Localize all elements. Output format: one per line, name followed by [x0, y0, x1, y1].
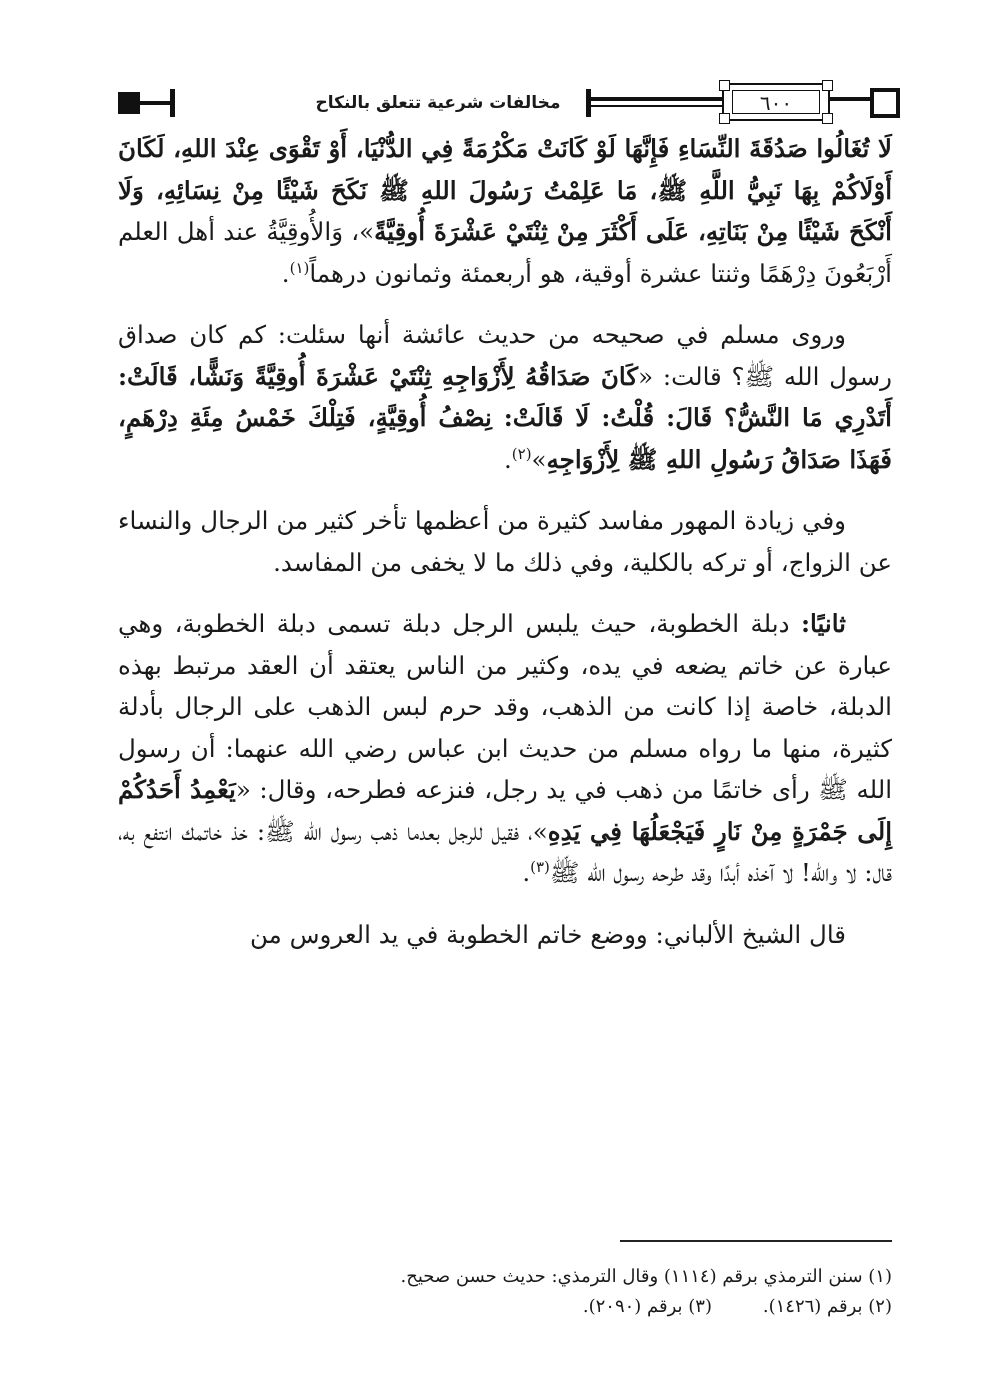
text-run: وفي زيادة المهور مفاسد كثيرة من أعظمها تأخر كثير من الرجال والنساء عن الزواج، أو تركه بالكلية، وفي ذلك ما لا يخفى من المفاسد. — [118, 506, 892, 577]
page-body — [118, 128, 892, 955]
footnote-3: (٣) برقم (٢٠٩٠). — [582, 1296, 712, 1317]
bold-text-run: لَا تُغَالُوا صَدُقَةَ النِّسَاءِ فَإِنَّهَا لَوْ كَانَتْ مَكْرُمَةً فِي الدُّنْيَا، أَوْ تَقْوَى عِنْدَ اللهِ، لَكَانَ أَوْلَاكُمْ بِهَا نَبِيُّ اللَّهِ ﷺ، مَا عَلِمْتُ رَسُولَ اللهِ ﷺ نَكَحَ شَيْئًا مِنْ نِسَائِهِ، وَلَا أَنْكَحَ شَيْئًا مِنْ بَنَاتِهِ، عَلَى أَكْثَرَ مِنْ ثِنْتَيْ عَشْرَةَ أُوقِيَّةً — [118, 134, 892, 246]
header-square-ornament-left — [118, 92, 140, 114]
footnote-separator — [620, 1240, 892, 1242]
bold-text-run: يَعْمِدُ أَحَدُكُمْ إِلَى جَمْرَةٍ مِنْ نَارٍ فَيَجْعَلُهَا فِي يَدِهِ — [118, 775, 892, 846]
footnote-reference: (٢) — [511, 444, 532, 463]
header-rule — [591, 105, 722, 107]
header-bar — [170, 89, 175, 117]
footnote-2: (٢) برقم (١٤٢٦). — [762, 1296, 892, 1317]
page-number: ٦٠٠ — [732, 90, 820, 114]
paragraph-muslim-narration — [118, 314, 892, 480]
frame-corner-ornament — [822, 113, 833, 124]
header-square-ornament-right — [870, 88, 900, 118]
header-rule — [830, 97, 870, 101]
header-rule — [591, 97, 722, 101]
text-run: دبلة الخطوبة، حيث يلبس الرجل دبلة تسمى دبلة الخطوبة، وهي عبارة عن خاتم يضعه في يده، وكثير من الناس يعتقد أن العقد مرتبط بهذه الدبلة، خاصة إذا كانت من الذهب، وقد حرم لبس الذهب على الرجال بأدلة كثيرة، منها ما رواه مسلم من حديث ابن عباس رضي الله عنهما: أن رسول الله ﷺ رأى خاتمًا من ذهب في يد رجل، فنزعه فطرحه، وقال: « — [118, 609, 893, 804]
frame-corner-ornament — [719, 113, 730, 124]
bold-text-run: ثانيًا: — [800, 609, 846, 638]
text-run: » — [531, 444, 547, 474]
paragraph-mahr-harms — [118, 500, 892, 583]
footnote-reference: (٣) — [530, 857, 550, 876]
running-title: مخالفات شرعية تتعلق بالنكاح — [315, 93, 561, 113]
paragraph-hadith-continuation — [118, 128, 892, 294]
footnotes — [118, 1262, 892, 1322]
header-bar — [586, 89, 591, 117]
frame-corner-ornament — [719, 80, 730, 91]
bold-text-run: كَانَ صَدَاقُهُ لِأَزْوَاجِهِ ثِنْتَيْ عَشْرَةَ أُوقِيَّةً وَنَشًّا، قَالَتْ: أَتَدْرِي مَا النَّشُّ؟ قَالَ: قُلْتُ: لَا قَالَتْ: نِصْفُ أُوقِيَّةٍ، فَتِلْكَ خَمْسُ مِئَةِ دِرْهَمٍ، فَهَذَا صَدَاقُ رَسُولِ اللهِ ﷺ لِأَزْوَاجِهِ — [118, 361, 892, 474]
text-run: . — [522, 858, 531, 887]
paragraph-albani-quote — [118, 914, 892, 956]
text-run: وروى مسلم في صحيحه من حديث عائشة أنها سئلت: كم كان صداق رسول الله ﷺ؟ قالت: « — [118, 320, 892, 391]
text-run: . — [503, 444, 512, 474]
paragraph-engagement-ring — [118, 603, 892, 894]
header-rule — [140, 101, 170, 105]
text-run: قال الشيخ الألباني: ووضع خاتم الخطوبة في يد العروس من — [250, 919, 846, 949]
text-run: »، وَالأُوقِيَّةُ عند أهل العلم أَرْبَعُونَ دِرْهَمًا وثنتا عشرة أوقية، هو أربعمئة وثمانون درهماً — [118, 217, 892, 288]
page-number-frame — [722, 83, 830, 121]
footnote-1: (١) سنن الترمذي برقم (١١١٤) وقال الترمذي: حديث حسن صحيح. — [400, 1266, 892, 1287]
text-run: »، فقيل للرجل بعدما ذهب رسول الله ﷺ: خذ خاتمك انتفع به، قال: لا والله! لا آخذه أبدًا وقد طرحه رسول الله ﷺ — [118, 816, 892, 887]
running-header — [118, 83, 892, 123]
footnote-reference: (١) — [289, 258, 310, 277]
text-run: . — [281, 258, 290, 288]
frame-corner-ornament — [822, 80, 833, 91]
footnote-row — [118, 1292, 892, 1322]
